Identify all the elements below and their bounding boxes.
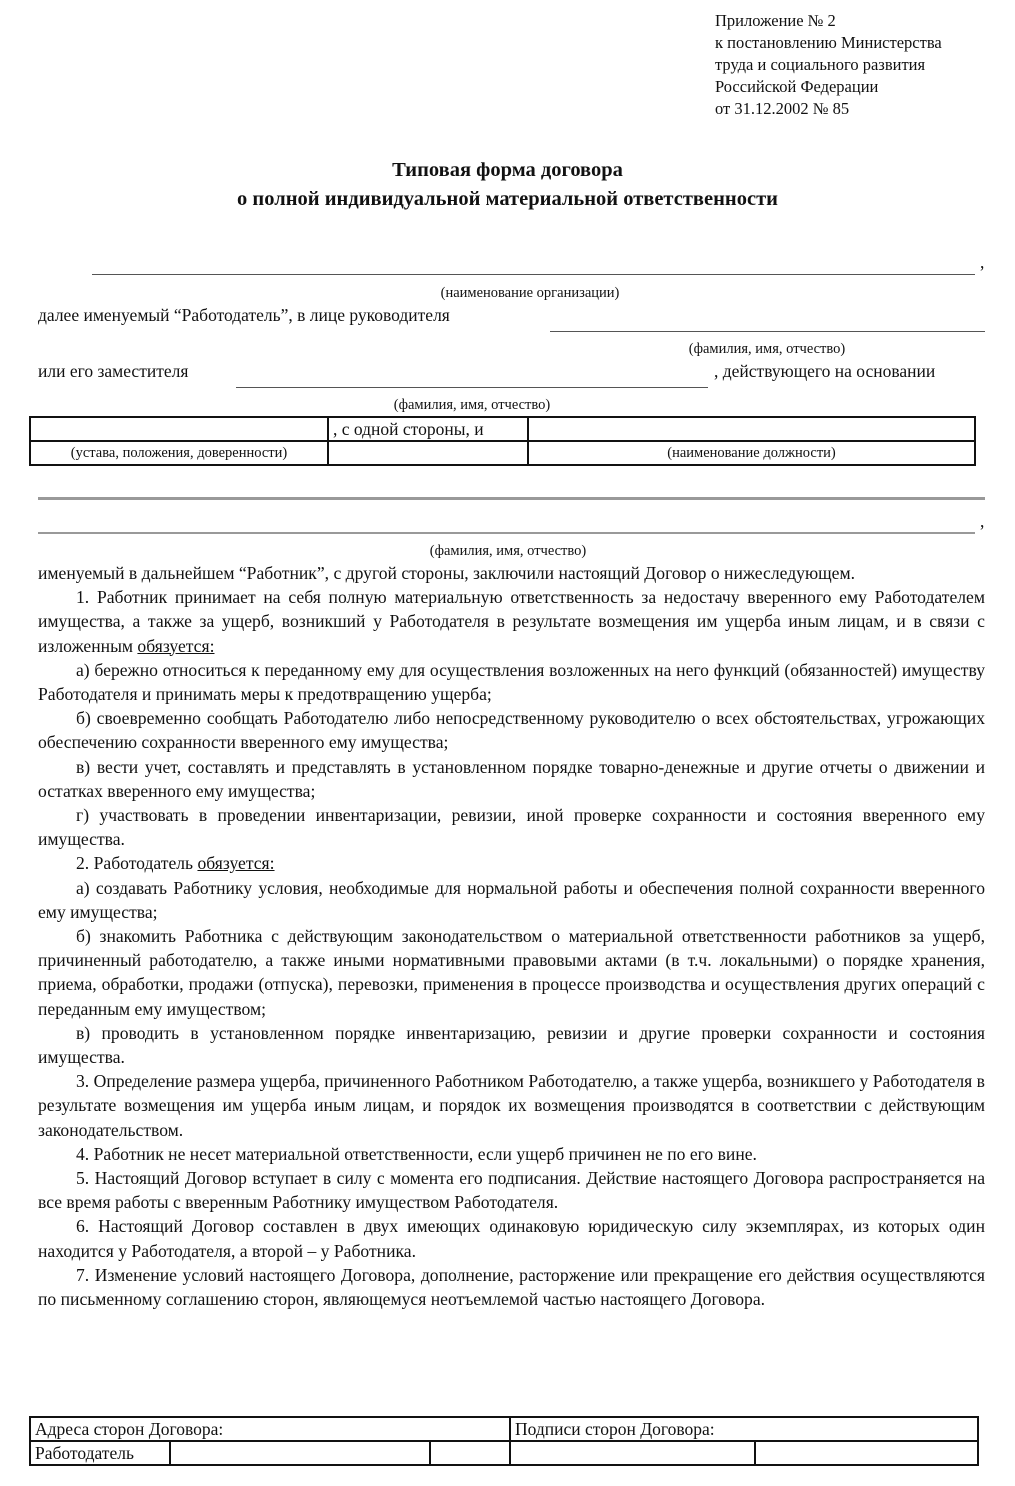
- director-fio-caption: (фамилия, имя, отчество): [688, 341, 846, 357]
- director-name-field[interactable]: [550, 331, 985, 332]
- clause-1c: в) вести учет, составлять и представлять в установленном порядке товарно-денежные и другие отчеты о движении и остатках вверенного ему имущества;: [38, 756, 985, 801]
- clause-1b: б) своевременно сообщать Работодателю либо непосредственному руководителю о всех обстоятельствах, угрожающих обеспечению сохранности вверенного ему имущества;: [38, 708, 985, 753]
- appendix-note: [715, 10, 942, 120]
- position-caption: (наименование должности): [528, 441, 975, 465]
- contract-body: [38, 561, 985, 1311]
- employer-text: далее именуемый “Работодатель”, в лице руководителя: [38, 305, 450, 325]
- clause-1d: г) участвовать в проведении инвентаризации, ревизии, иной проверке сохранности и состояния вверенного ему имущества.: [38, 805, 985, 850]
- comma: ,: [980, 511, 985, 531]
- deputy-text: или его заместителя: [38, 361, 189, 381]
- intro-paragraph: именуемый в дальнейшем “Работник”, с другой стороны, заключили настоящий Договор о нижеследующем.: [38, 563, 855, 583]
- employee-position-field[interactable]: [528, 417, 975, 441]
- signatures-header: Подписи сторон Договора:: [510, 1417, 978, 1441]
- employer-address-field[interactable]: [170, 1441, 430, 1465]
- employee-fio-caption: (фамилия, имя, отчество): [429, 543, 587, 559]
- clause-2c: в) проводить в установленном порядке инвентаризацию, ревизии и другие проверки сохранности и состояния имущества.: [38, 1022, 985, 1068]
- document-title: [0, 156, 1015, 214]
- employer-address-extra[interactable]: [430, 1441, 510, 1465]
- clause-1a: а) бережно относиться к переданному ему для осуществления возложенных на него функций (обязанностей) имуществу Работодателя и принимать меры к предотвращению ущерба;: [38, 659, 985, 705]
- clause-2: [38, 851, 985, 875]
- appendix-line: к постановлению Министерства: [715, 33, 942, 52]
- appendix-line: от 31.12.2002 № 85: [715, 99, 850, 118]
- basis-table: [29, 416, 976, 466]
- clause-2a: а) создавать Работнику условия, необходимые для нормальной работы и обеспечения полной сохранности вверенного ему имущества;: [38, 877, 985, 922]
- appendix-line: Российской Федерации: [715, 77, 879, 96]
- deputy-fio-caption: (фамилия, имя, отчество): [393, 397, 551, 413]
- clause-7: 7. Изменение условий настоящего Договора, дополнение, расторжение или прекращение его действия осуществляются по письменному соглашению сторон, являющемуся неотъемлемой частью настоящего Договора.: [38, 1264, 985, 1310]
- obliges-underlined: обязуется:: [137, 635, 215, 656]
- acting-text: , действующего на основании: [714, 361, 936, 381]
- clause-text: 2. Работодатель: [76, 853, 198, 874]
- addresses-header: Адреса сторон Договора:: [30, 1417, 510, 1441]
- title-line: Типовая форма договора: [392, 159, 623, 181]
- basis-caption: (устава, положения, доверенности): [30, 441, 328, 465]
- clause-2b: б) знакомить Работника с действующим законодательством о материальной ответственности работников за ущерб, причиненный работодателю, а также иными нормативными правовыми актами (в т.ч. локальными) о порядке хранения, приема, обработки, продажи (отпуска), перевозки, применения в процессе производства и осуществления других операций с переданным ему имуществом;: [38, 926, 985, 1019]
- employer-signature-field[interactable]: [510, 1441, 755, 1465]
- obliges-underlined: обязуется:: [197, 853, 275, 874]
- one-side-text: , с одной стороны, и: [328, 417, 528, 441]
- org-caption: (наименование организации): [440, 285, 620, 301]
- clause-6: 6. Настоящий Договор составлен в двух имеющих одинаковую юридическую силу экземплярах, из которых один находится у Работодателя, а второй – у Работника.: [38, 1216, 985, 1261]
- employee-name-field-1[interactable]: [38, 497, 985, 500]
- clause-5: 5. Настоящий Договор вступает в силу с момента его подписания. Действие настоящего Договора распространяется на все время работы с вверенным Работнику имуществом Работодателя.: [38, 1168, 985, 1213]
- parties-table: [29, 1416, 979, 1466]
- clause-text: 1. Работник принимает на себя полную материальную ответственность за недостачу вверенного ему Работодателем имущества, а также за ущерб, возникший у Работодателя в результате возмещения им ущерба иным лицам, и в связи с изложенным: [38, 587, 985, 656]
- clause-1: [38, 585, 985, 658]
- employee-name-field-2[interactable]: [38, 532, 975, 534]
- deputy-name-field[interactable]: [236, 387, 708, 388]
- comma: ,: [980, 252, 985, 272]
- clause-4: 4. Работник не несет материальной ответственности, если ущерб причинен не по его вине.: [76, 1143, 757, 1164]
- employer-signature-name[interactable]: [755, 1441, 978, 1465]
- org-name-field[interactable]: [92, 274, 975, 275]
- title-line: о полной индивидуальной материальной ответственности: [237, 188, 778, 210]
- basis-field[interactable]: [30, 417, 328, 441]
- clause-3: 3. Определение размера ущерба, причиненного Работником Работодателю, а также ущерба, возникшего у Работодателя в результате возмещения им ущерба иным лицам, и порядок их возмещения производятся в соответствии с действующим законодательством.: [38, 1071, 985, 1140]
- appendix-line: Приложение № 2: [715, 11, 836, 30]
- appendix-line: труда и социального развития: [715, 55, 926, 74]
- employer-label: Работодатель: [30, 1441, 170, 1465]
